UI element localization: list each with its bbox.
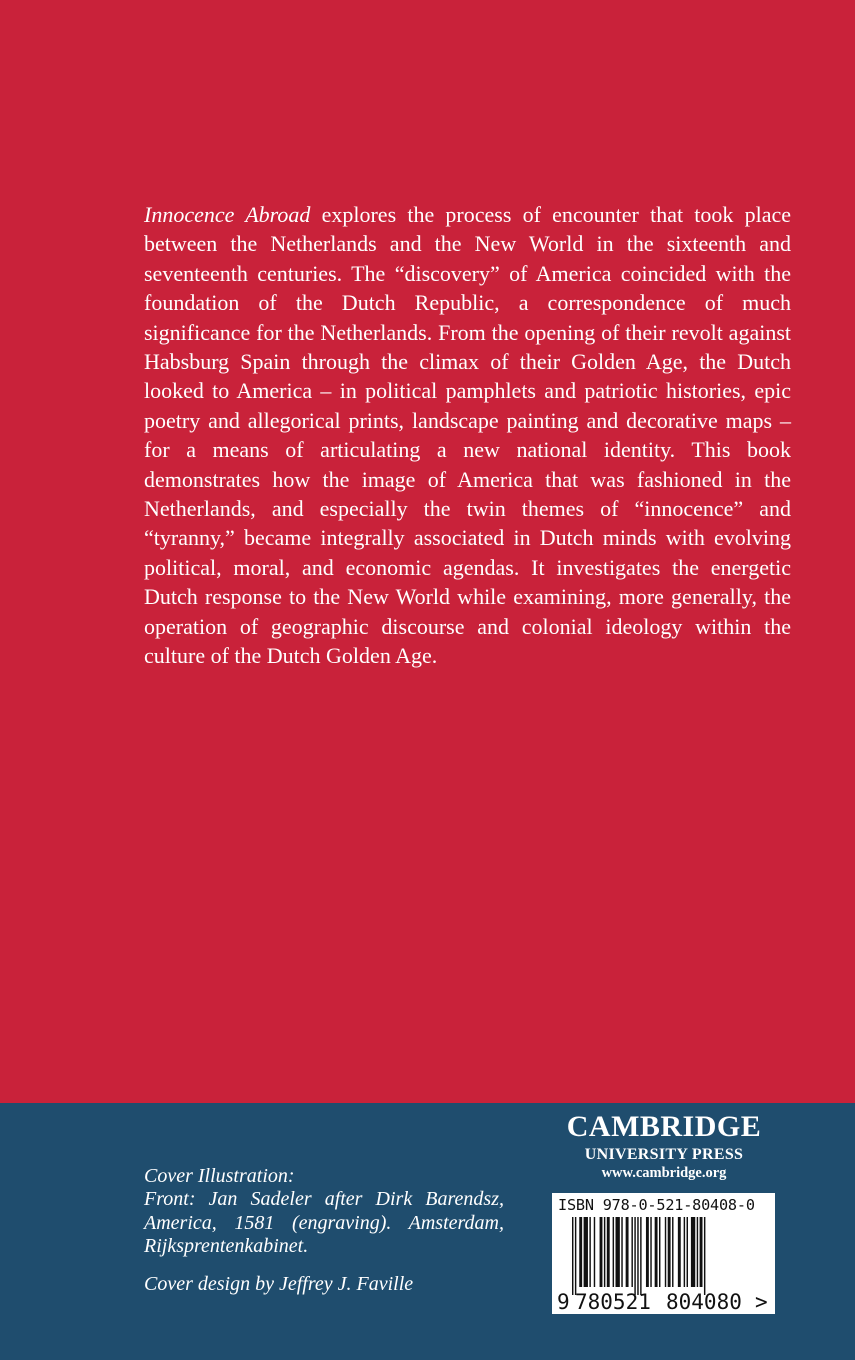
blurb-paragraph bbox=[144, 200, 791, 671]
barcode-bar bbox=[637, 1217, 638, 1295]
barcode-bar bbox=[684, 1217, 685, 1287]
barcode-bar bbox=[672, 1217, 673, 1287]
barcode-bar bbox=[575, 1217, 576, 1295]
barcode-bar bbox=[640, 1217, 641, 1295]
blurb-text: explores the process of encounter that took place between the Netherlands and the New World in the sixteenth and seventeenth centuries. The “discovery” of America coincided with the foundation of the Dutch Republic, a correspondence of much significance for the Netherlands. From the opening of their revolt against Habsburg Spain through the climax of their Golden Age, the Dutch looked to America – in political pamphlets and patriotic histories, epic poetry and allegorical prints, landscape painting and decorative maps – for a means of articulating a new national identity. This book demonstrates how the image of America that was fashioned in the Netherlands, and especially the twin themes of “innocence” and “tyranny,” became integrally associated in Dutch minds with evolving political, moral, and economic agendas. It investigates the energetic Dutch response to the New World while examining, more generally, the operation of geographic discourse and colonial ideology within the culture of the Dutch Golden Age. bbox=[144, 202, 792, 669]
credits-heading: Cover Illustration: bbox=[144, 1165, 295, 1187]
barcode-bar bbox=[665, 1217, 666, 1287]
publisher-logo bbox=[553, 1110, 775, 1182]
barcode-bar bbox=[600, 1217, 603, 1287]
barcode-bar bbox=[659, 1217, 660, 1287]
barcode-digits-left: 780521 bbox=[575, 1290, 651, 1314]
barcode-bar bbox=[700, 1217, 703, 1287]
barcode-bar bbox=[668, 1217, 671, 1287]
barcode-bar bbox=[691, 1217, 695, 1287]
barcode-bar bbox=[572, 1217, 573, 1295]
barcode-digits-right: 804080 bbox=[666, 1290, 742, 1314]
barcode-bar bbox=[650, 1217, 651, 1287]
barcode-bar bbox=[613, 1217, 614, 1287]
barcode-bar bbox=[626, 1217, 629, 1287]
barcode-bar bbox=[621, 1217, 622, 1287]
barcode-bar bbox=[634, 1217, 635, 1295]
barcode-bar bbox=[604, 1217, 605, 1287]
isbn-barcode-box bbox=[552, 1193, 775, 1314]
barcode-bar bbox=[646, 1217, 649, 1287]
barcode-digit-first: 9 bbox=[557, 1290, 570, 1314]
barcode-bar bbox=[697, 1217, 698, 1287]
barcode-marker: > bbox=[755, 1290, 768, 1314]
publisher-subtitle: UNIVERSITY PRESS bbox=[584, 1146, 744, 1163]
barcode-bar bbox=[687, 1217, 688, 1287]
barcode-bar bbox=[594, 1217, 595, 1287]
barcode-bar bbox=[616, 1217, 620, 1287]
barcode-bar bbox=[655, 1217, 658, 1287]
credits-design: Cover design by Jeffrey J. Faville bbox=[144, 1272, 414, 1295]
publisher-name: CAMBRIDGE bbox=[566, 1110, 762, 1143]
cover-credits bbox=[144, 1165, 504, 1296]
barcode-bar bbox=[678, 1217, 681, 1287]
barcode bbox=[555, 1217, 772, 1314]
barcode-bar bbox=[704, 1217, 705, 1295]
barcode-bar bbox=[589, 1217, 590, 1287]
barcode-bar bbox=[631, 1217, 632, 1287]
barcode-bar bbox=[579, 1217, 582, 1287]
credits-front: Front: Jan Sadeler after Dirk Barendsz, America, 1581 (engraving). Amsterdam, Rijksprentenkabinet. bbox=[144, 1188, 504, 1258]
isbn-label: ISBN 978-0-521-80408-0 bbox=[558, 1196, 755, 1214]
barcode-bar bbox=[584, 1217, 588, 1287]
book-title: Innocence Abroad bbox=[144, 202, 311, 227]
barcode-bar bbox=[607, 1217, 610, 1287]
publisher-url: www.cambridge.org bbox=[601, 1165, 727, 1181]
